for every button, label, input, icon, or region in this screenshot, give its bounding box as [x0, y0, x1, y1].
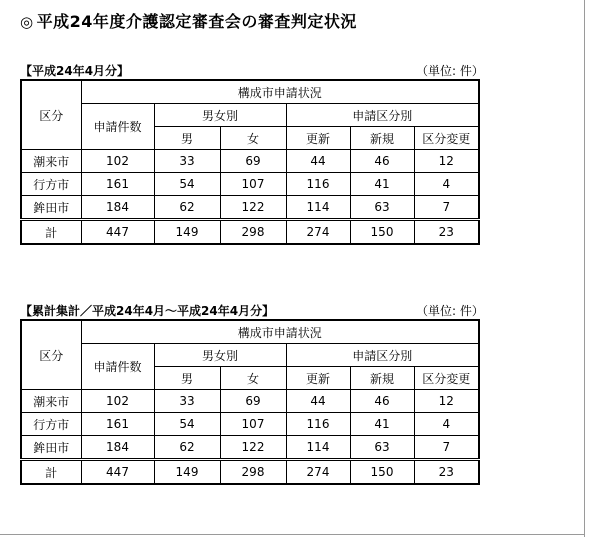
cell-male: 54	[154, 173, 220, 196]
header-row	[21, 344, 479, 367]
table-row	[21, 196, 479, 220]
cell-female: 298	[220, 460, 286, 485]
cell-renewal: 116	[286, 173, 350, 196]
header-kubun: 区分	[21, 80, 81, 150]
header-category: 申請区分別	[286, 344, 479, 367]
header-category: 申請区分別	[286, 104, 479, 127]
cell-male: 54	[154, 413, 220, 436]
cell-change: 12	[414, 150, 479, 173]
cell-change: 12	[414, 390, 479, 413]
header-new: 新規	[350, 127, 414, 150]
cell-change: 4	[414, 173, 479, 196]
cell-applications: 447	[81, 460, 154, 485]
cell-male: 62	[154, 436, 220, 460]
page-border-bottom	[0, 534, 585, 535]
cell-name: 計	[21, 220, 81, 245]
page-title-text: 平成24年度介護認定審査会の審査判定状況	[36, 12, 357, 31]
cell-male: 33	[154, 390, 220, 413]
cell-new: 46	[350, 150, 414, 173]
cell-change: 7	[414, 436, 479, 460]
cell-applications: 161	[81, 173, 154, 196]
cell-renewal: 274	[286, 220, 350, 245]
cell-male: 149	[154, 460, 220, 485]
cell-change: 4	[414, 413, 479, 436]
double-circle-icon: ◎	[20, 13, 34, 31]
cell-applications: 102	[81, 150, 154, 173]
cell-name: 潮来市	[21, 390, 81, 413]
header-male: 男	[154, 367, 220, 390]
cell-female: 298	[220, 220, 286, 245]
cell-new: 63	[350, 196, 414, 220]
table-row	[21, 436, 479, 460]
header-renewal: 更新	[286, 367, 350, 390]
header-renewal: 更新	[286, 127, 350, 150]
cell-applications: 184	[81, 196, 154, 220]
cell-name: 鉾田市	[21, 196, 81, 220]
cell-new: 150	[350, 460, 414, 485]
cell-renewal: 114	[286, 196, 350, 220]
total-row	[21, 220, 479, 245]
cell-renewal: 116	[286, 413, 350, 436]
cell-renewal: 44	[286, 390, 350, 413]
unit-label-cumulative: （単位: 件）	[416, 304, 484, 318]
header-gender: 男女別	[154, 104, 286, 127]
header-applications: 申請件数	[81, 104, 154, 150]
cell-change: 23	[414, 220, 479, 245]
cell-applications: 184	[81, 436, 154, 460]
header-row	[21, 104, 479, 127]
cell-new: 150	[350, 220, 414, 245]
cell-renewal: 274	[286, 460, 350, 485]
header-female: 女	[220, 127, 286, 150]
cell-female: 69	[220, 390, 286, 413]
cell-renewal: 114	[286, 436, 350, 460]
cell-female: 107	[220, 413, 286, 436]
cell-new: 41	[350, 413, 414, 436]
section-label-cumulative: 【累計集計／平成24年4月～平成24年4月分】	[20, 304, 275, 318]
cell-applications: 161	[81, 413, 154, 436]
cell-female: 122	[220, 436, 286, 460]
cell-change: 7	[414, 196, 479, 220]
header-gender: 男女別	[154, 344, 286, 367]
cell-female: 107	[220, 173, 286, 196]
table-row	[21, 150, 479, 173]
cell-name: 行方市	[21, 173, 81, 196]
cell-female: 122	[220, 196, 286, 220]
cell-new: 41	[350, 173, 414, 196]
cell-new: 46	[350, 390, 414, 413]
header-kubun: 区分	[21, 320, 81, 390]
total-row	[21, 460, 479, 485]
cell-female: 69	[220, 150, 286, 173]
header-male: 男	[154, 127, 220, 150]
cell-applications: 447	[81, 220, 154, 245]
cell-male: 62	[154, 196, 220, 220]
header-city-status: 構成市申請状況	[81, 80, 479, 104]
header-row	[21, 80, 479, 104]
cell-name: 行方市	[21, 413, 81, 436]
monthly-table	[20, 79, 480, 245]
header-change: 区分変更	[414, 127, 479, 150]
cell-male: 149	[154, 220, 220, 245]
cell-new: 63	[350, 436, 414, 460]
header-new: 新規	[350, 367, 414, 390]
table-row	[21, 413, 479, 436]
cell-name: 鉾田市	[21, 436, 81, 460]
cell-male: 33	[154, 150, 220, 173]
table-row	[21, 173, 479, 196]
page-border-right	[584, 0, 585, 537]
cumulative-table	[20, 319, 480, 485]
cell-renewal: 44	[286, 150, 350, 173]
page-title	[20, 9, 357, 32]
cell-name: 計	[21, 460, 81, 485]
header-row	[21, 320, 479, 344]
cell-name: 潮来市	[21, 150, 81, 173]
table-row	[21, 390, 479, 413]
header-city-status: 構成市申請状況	[81, 320, 479, 344]
section-label-monthly: 【平成24年4月分】	[20, 64, 130, 78]
cell-applications: 102	[81, 390, 154, 413]
unit-label-monthly: （単位: 件）	[416, 64, 484, 78]
header-female: 女	[220, 367, 286, 390]
header-change: 区分変更	[414, 367, 479, 390]
header-applications: 申請件数	[81, 344, 154, 390]
cell-change: 23	[414, 460, 479, 485]
